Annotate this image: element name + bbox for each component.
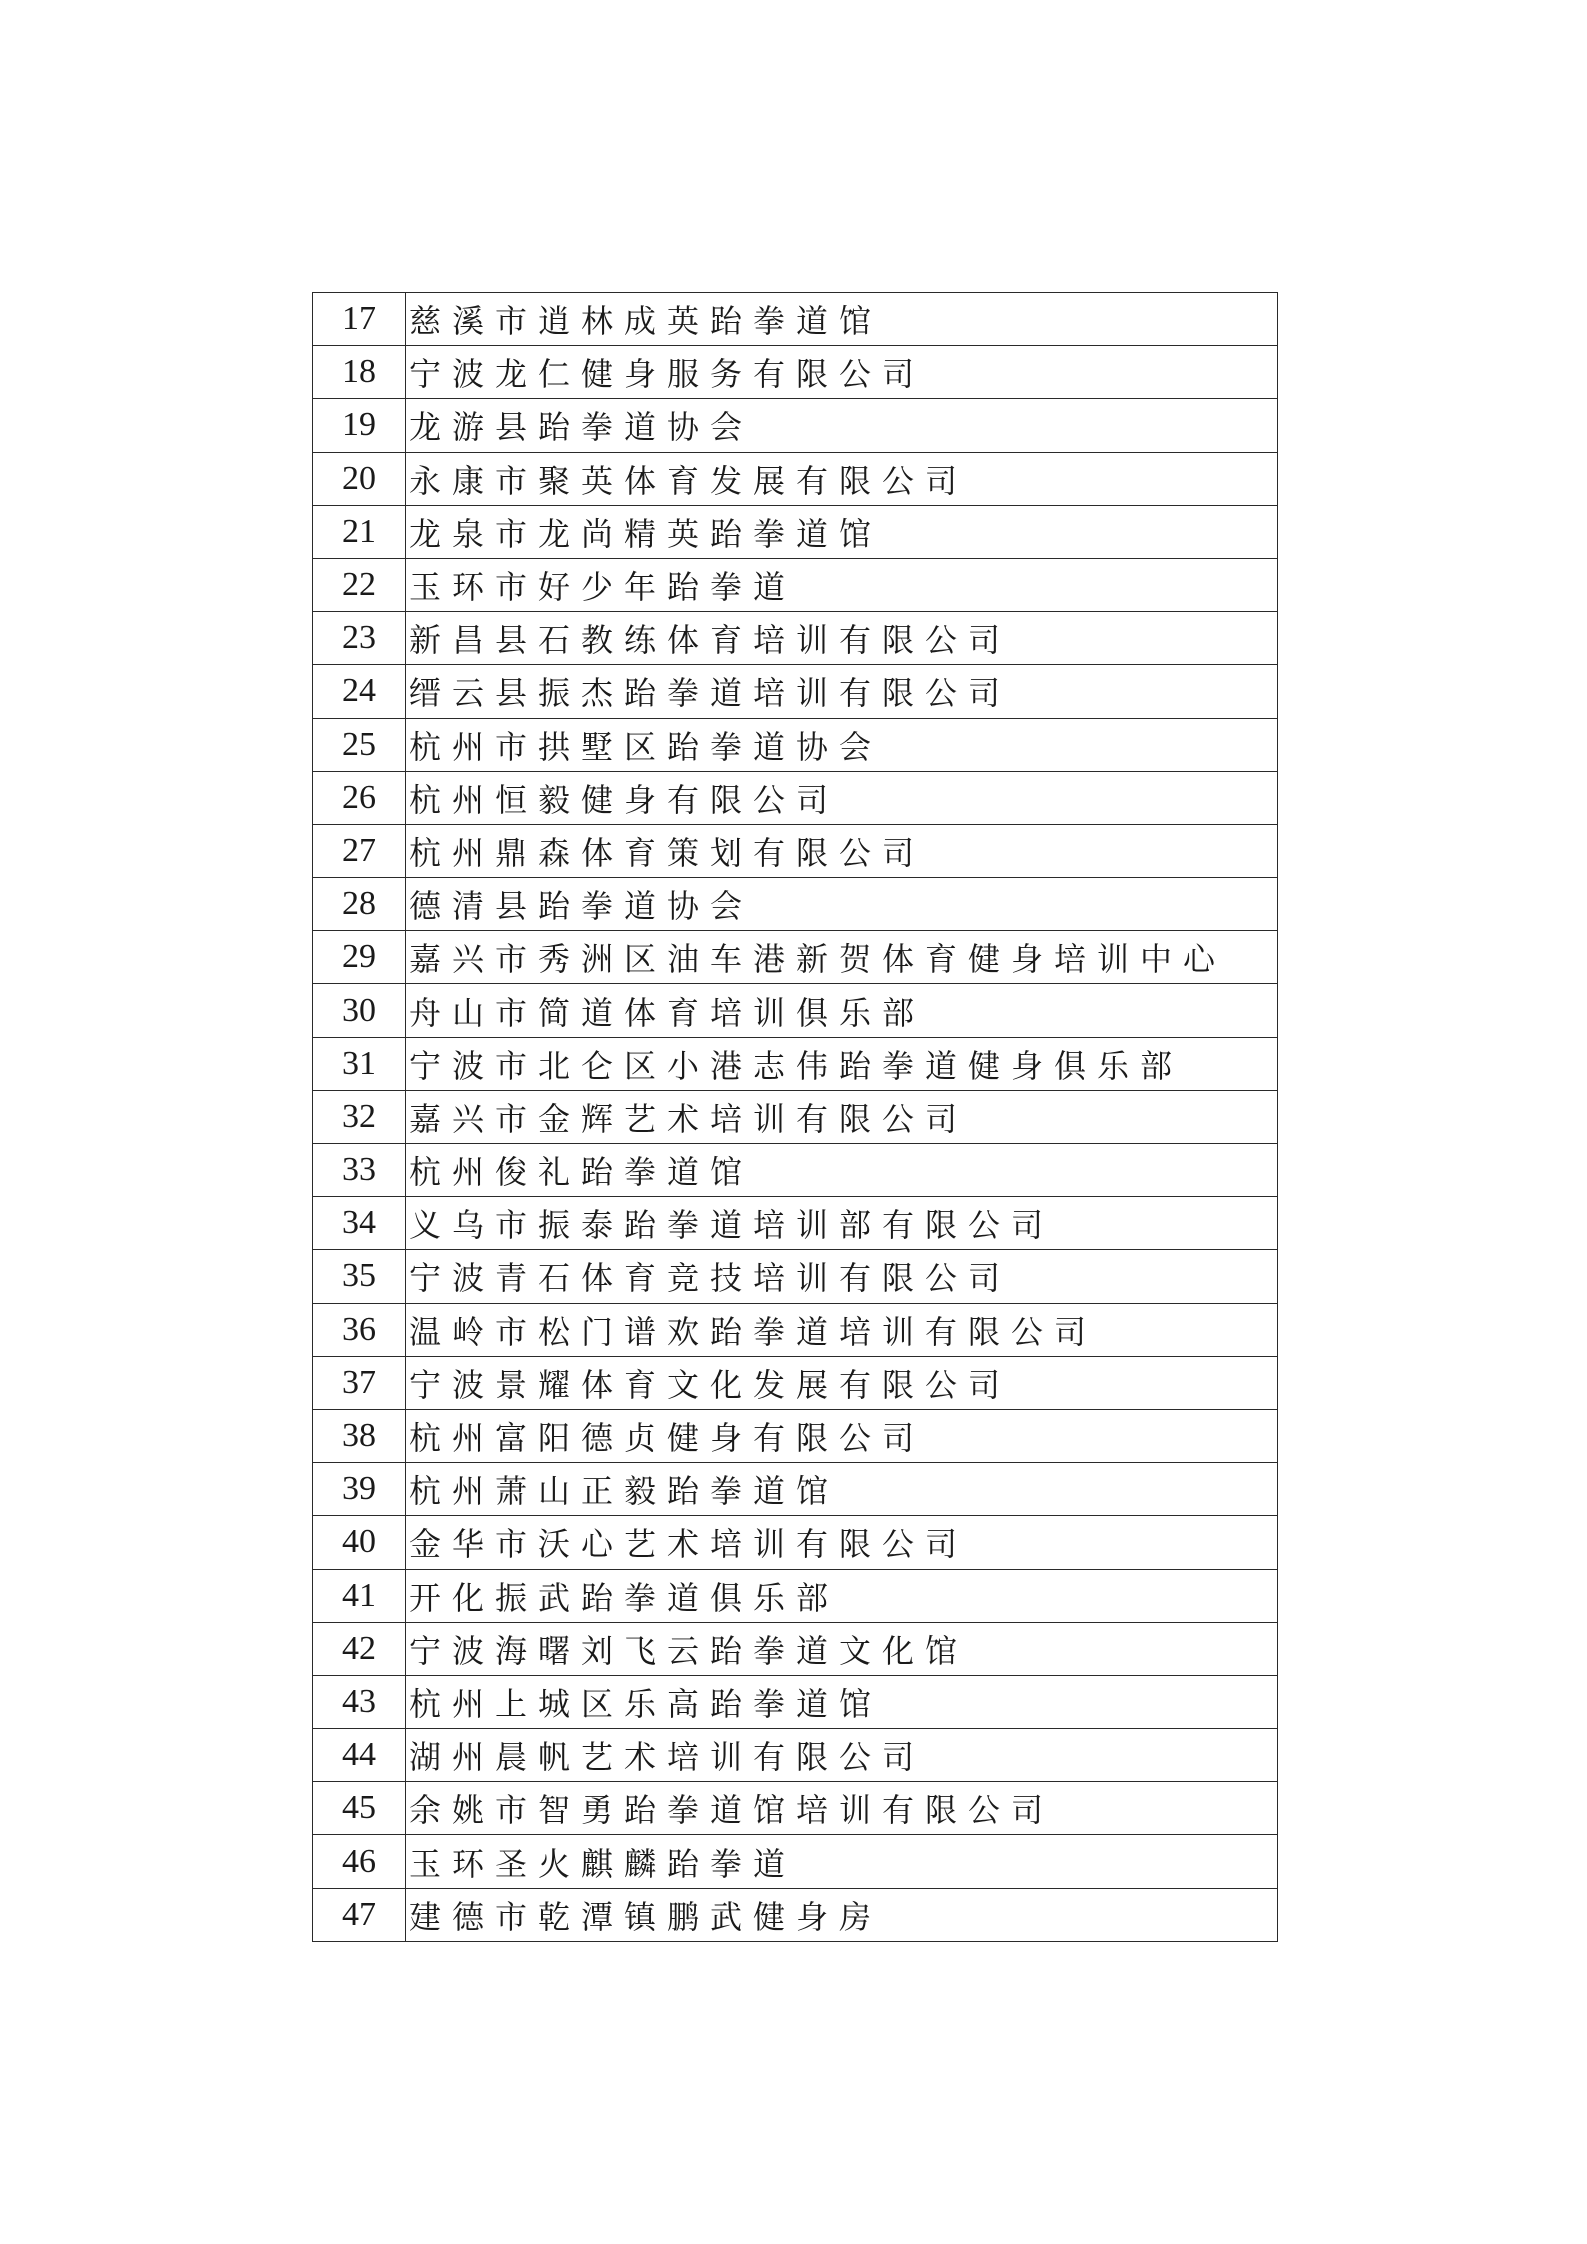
row-number: 24 [313, 665, 406, 718]
row-number: 32 [313, 1090, 406, 1143]
row-number: 34 [313, 1197, 406, 1250]
table-row [313, 346, 1278, 399]
table-row [313, 293, 1278, 346]
organization-name: 宁波海曙刘飞云跆拳道文化馆 [406, 1622, 1278, 1675]
row-number: 35 [313, 1250, 406, 1303]
row-number: 33 [313, 1144, 406, 1197]
table-row [313, 1569, 1278, 1622]
row-number: 31 [313, 1037, 406, 1090]
organization-name: 杭州恒毅健身有限公司 [406, 771, 1278, 824]
organization-name: 余姚市智勇跆拳道馆培训有限公司 [406, 1782, 1278, 1835]
table-row [313, 1090, 1278, 1143]
organization-name: 慈溪市逍林成英跆拳道馆 [406, 293, 1278, 346]
organization-name: 义乌市振泰跆拳道培训部有限公司 [406, 1197, 1278, 1250]
table-row [313, 1356, 1278, 1409]
row-number: 37 [313, 1356, 406, 1409]
organization-name: 永康市聚英体育发展有限公司 [406, 452, 1278, 505]
table-row [313, 718, 1278, 771]
row-number: 19 [313, 399, 406, 452]
row-number: 20 [313, 452, 406, 505]
organization-name: 宁波景耀体育文化发展有限公司 [406, 1356, 1278, 1409]
table-row [313, 771, 1278, 824]
organization-name: 宁波青石体育竞技培训有限公司 [406, 1250, 1278, 1303]
row-number: 41 [313, 1569, 406, 1622]
table-row [313, 1888, 1278, 1941]
organization-name: 杭州萧山正毅跆拳道馆 [406, 1463, 1278, 1516]
organization-name: 开化振武跆拳道俱乐部 [406, 1569, 1278, 1622]
row-number: 22 [313, 558, 406, 611]
table-row [313, 1463, 1278, 1516]
table-row [313, 878, 1278, 931]
organization-name: 玉环市好少年跆拳道 [406, 558, 1278, 611]
row-number: 36 [313, 1303, 406, 1356]
organization-name: 杭州市拱墅区跆拳道协会 [406, 718, 1278, 771]
row-number: 43 [313, 1675, 406, 1728]
table-row [313, 1409, 1278, 1462]
table-row [313, 1197, 1278, 1250]
organization-name: 宁波市北仑区小港志伟跆拳道健身俱乐部 [406, 1037, 1278, 1090]
row-number: 25 [313, 718, 406, 771]
table-row [313, 1729, 1278, 1782]
organization-name: 龙泉市龙尚精英跆拳道馆 [406, 505, 1278, 558]
organization-name: 湖州晨帆艺术培训有限公司 [406, 1729, 1278, 1782]
row-number: 21 [313, 505, 406, 558]
table-row [313, 824, 1278, 877]
table-row [313, 665, 1278, 718]
table-row [313, 1675, 1278, 1728]
row-number: 28 [313, 878, 406, 931]
row-number: 17 [313, 293, 406, 346]
organization-name: 宁波龙仁健身服务有限公司 [406, 346, 1278, 399]
table-row [313, 1516, 1278, 1569]
table-row [313, 1622, 1278, 1675]
row-number: 40 [313, 1516, 406, 1569]
table-row [313, 984, 1278, 1037]
row-number: 38 [313, 1409, 406, 1462]
table-row [313, 505, 1278, 558]
organization-name: 杭州俊礼跆拳道馆 [406, 1144, 1278, 1197]
row-number: 44 [313, 1729, 406, 1782]
organization-name: 建德市乾潭镇鹏武健身房 [406, 1888, 1278, 1941]
table-row [313, 1037, 1278, 1090]
organization-name: 玉环圣火麒麟跆拳道 [406, 1835, 1278, 1888]
row-number: 46 [313, 1835, 406, 1888]
table-row [313, 1303, 1278, 1356]
table-row [313, 931, 1278, 984]
organization-name: 嘉兴市秀洲区油车港新贺体育健身培训中心 [406, 931, 1278, 984]
row-number: 26 [313, 771, 406, 824]
organization-name: 杭州鼎森体育策划有限公司 [406, 824, 1278, 877]
table-row [313, 452, 1278, 505]
organization-name: 新昌县石教练体育培训有限公司 [406, 612, 1278, 665]
row-number: 27 [313, 824, 406, 877]
row-number: 45 [313, 1782, 406, 1835]
table-row [313, 399, 1278, 452]
organization-name: 缙云县振杰跆拳道培训有限公司 [406, 665, 1278, 718]
organization-name: 杭州上城区乐高跆拳道馆 [406, 1675, 1278, 1728]
table-row [313, 1144, 1278, 1197]
organization-name: 杭州富阳德贞健身有限公司 [406, 1409, 1278, 1462]
row-number: 18 [313, 346, 406, 399]
table-row [313, 1782, 1278, 1835]
organization-name: 龙游县跆拳道协会 [406, 399, 1278, 452]
organization-name: 德清县跆拳道协会 [406, 878, 1278, 931]
organization-table [312, 292, 1278, 1942]
table-row [313, 558, 1278, 611]
organization-name: 舟山市简道体育培训俱乐部 [406, 984, 1278, 1037]
table-row [313, 612, 1278, 665]
row-number: 42 [313, 1622, 406, 1675]
table-row [313, 1250, 1278, 1303]
row-number: 23 [313, 612, 406, 665]
row-number: 47 [313, 1888, 406, 1941]
row-number: 29 [313, 931, 406, 984]
organization-name: 嘉兴市金辉艺术培训有限公司 [406, 1090, 1278, 1143]
organization-name: 温岭市松门谱欢跆拳道培训有限公司 [406, 1303, 1278, 1356]
table-body [313, 293, 1278, 1942]
organization-name: 金华市沃心艺术培训有限公司 [406, 1516, 1278, 1569]
row-number: 39 [313, 1463, 406, 1516]
row-number: 30 [313, 984, 406, 1037]
table-row [313, 1835, 1278, 1888]
